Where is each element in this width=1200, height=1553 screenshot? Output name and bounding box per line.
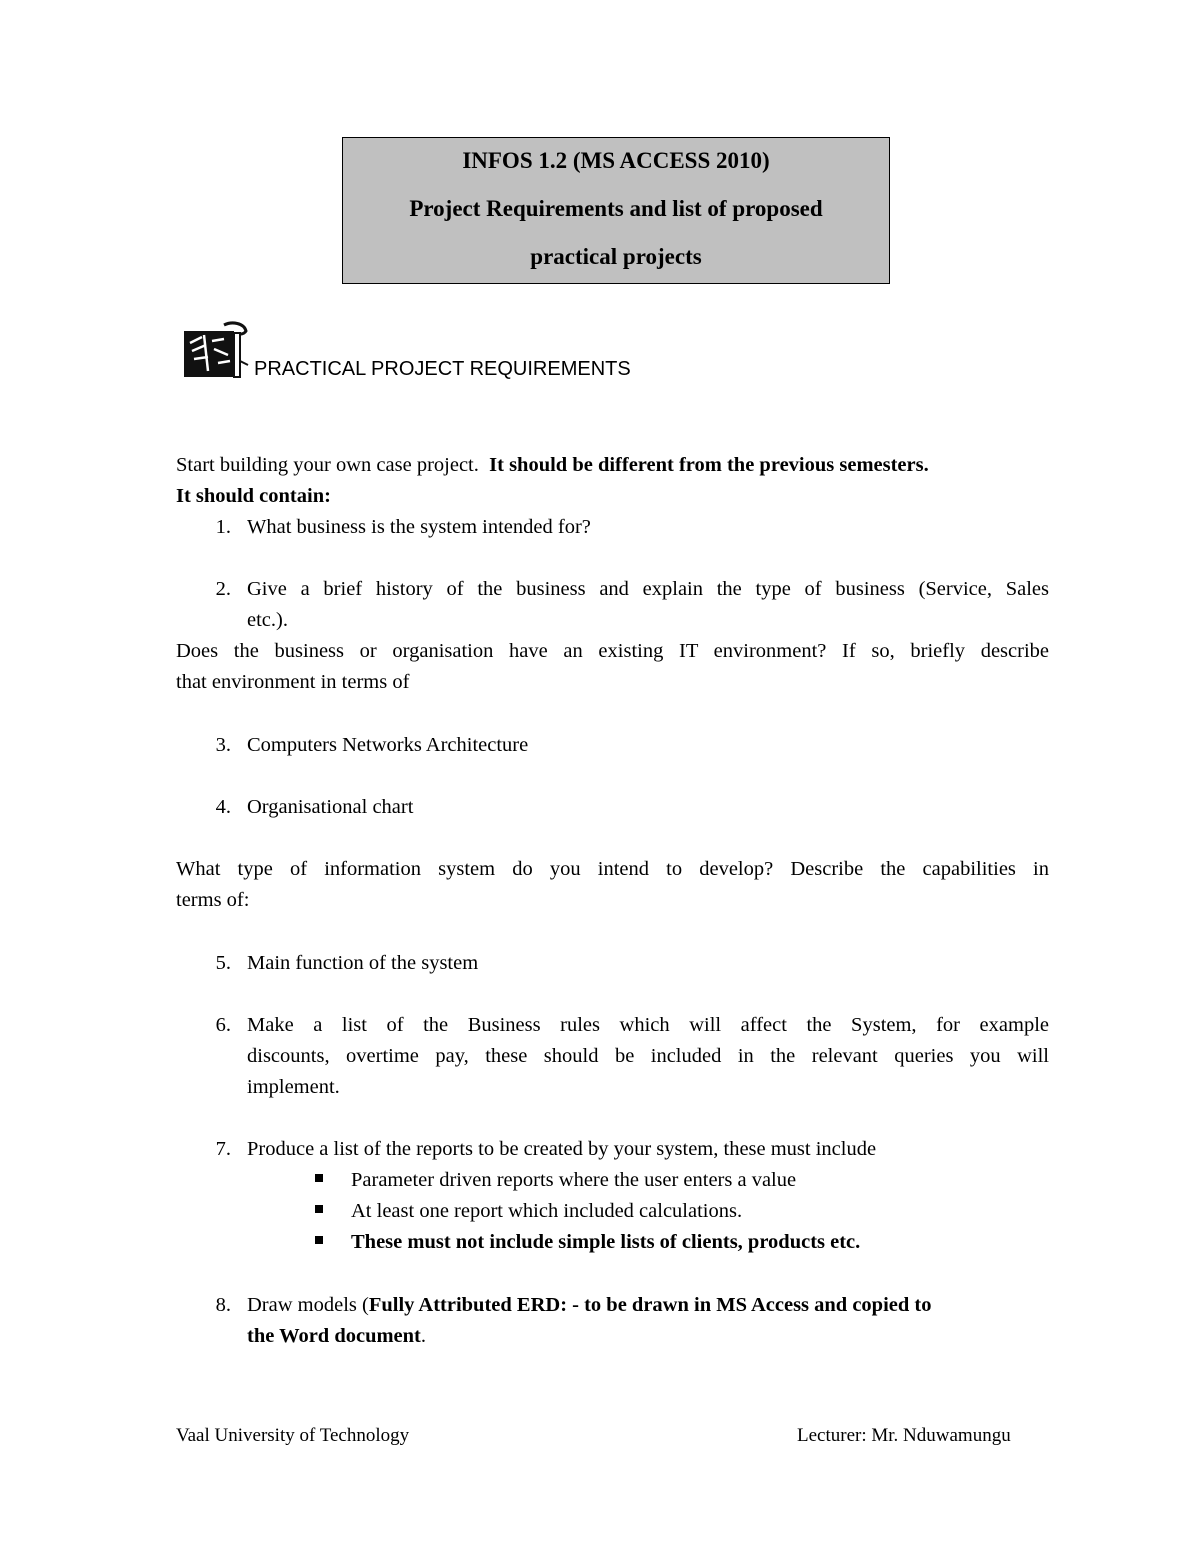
bullet-item: These must not include simple lists of clients, products etc. xyxy=(351,1231,861,1253)
bullet-marker xyxy=(315,1205,325,1215)
intro-bold: It should be different from the previous semesters. xyxy=(489,454,929,476)
list-number: 4. xyxy=(215,796,231,818)
is-question-line: terms of: xyxy=(176,889,250,911)
bullet-marker xyxy=(315,1174,325,1184)
section-heading: PRACTICAL PROJECT REQUIREMENTS xyxy=(254,358,631,380)
is-question-line: What type of information system do you intend to develop? Describe the capabilities in xyxy=(176,858,1049,880)
footer-right: Lecturer: Mr. Nduwamungu xyxy=(797,1425,1011,1446)
list-item-line: implement. xyxy=(247,1076,340,1098)
title-box xyxy=(342,137,890,284)
intro-plain: Start building your own case project. xyxy=(176,454,479,476)
title-line-3: practical projects xyxy=(530,244,702,269)
item8-bold: Fully Attributed ERD: - to be drawn in MS Access and copied to xyxy=(368,1294,932,1316)
intro-line xyxy=(176,450,929,481)
bullet-item: Parameter driven reports where the user enters a value xyxy=(351,1169,797,1191)
title-line-1: INFOS 1.2 (MS ACCESS 2010) xyxy=(462,148,770,173)
list-item-line: discounts, overtime pay, these should be included in the relevant queries you will xyxy=(247,1045,1049,1067)
bullet-marker xyxy=(315,1236,325,1246)
list-item-line xyxy=(247,1321,1049,1352)
list-item: Computers Networks Architecture xyxy=(247,734,529,756)
list-item-line: Make a list of the Business rules which will affect the System, for example xyxy=(247,1014,1049,1036)
list-item: Main function of the system xyxy=(247,952,479,974)
it-question-line: Does the business or organisation have an existing IT environment? If so, briefly describe xyxy=(176,640,1049,662)
list-item: What business is the system intended for? xyxy=(247,516,591,538)
list-item: Produce a list of the reports to be created by your system, these must include xyxy=(247,1138,877,1160)
list-number: 3. xyxy=(215,734,231,756)
list-item-line xyxy=(247,1290,1049,1321)
title-line-2: Project Requirements and list of proposed xyxy=(409,196,823,221)
it-question-line: that environment in terms of xyxy=(176,671,410,693)
item8-bold-2: the Word document xyxy=(247,1325,421,1347)
list-number: 7. xyxy=(215,1138,231,1160)
item8-plain: Draw models ( xyxy=(247,1294,369,1316)
list-item-line: Give a brief history of the business and explain the type of business (Service, Sales xyxy=(247,578,1049,600)
list-number: 5. xyxy=(215,952,231,974)
footer-left: Vaal University of Technology xyxy=(176,1425,410,1446)
list-number: 8. xyxy=(215,1294,231,1316)
bullet-item: At least one report which included calculations. xyxy=(351,1200,743,1222)
worker-clipart-icon xyxy=(184,321,250,379)
intro-contain: It should contain: xyxy=(176,485,331,507)
item8-period: . xyxy=(420,1325,427,1347)
list-number: 2. xyxy=(215,578,231,600)
list-number: 1. xyxy=(215,516,231,538)
list-item: Organisational chart xyxy=(247,796,414,818)
list-number: 6. xyxy=(215,1014,231,1036)
list-item-line: etc.). xyxy=(247,609,288,631)
